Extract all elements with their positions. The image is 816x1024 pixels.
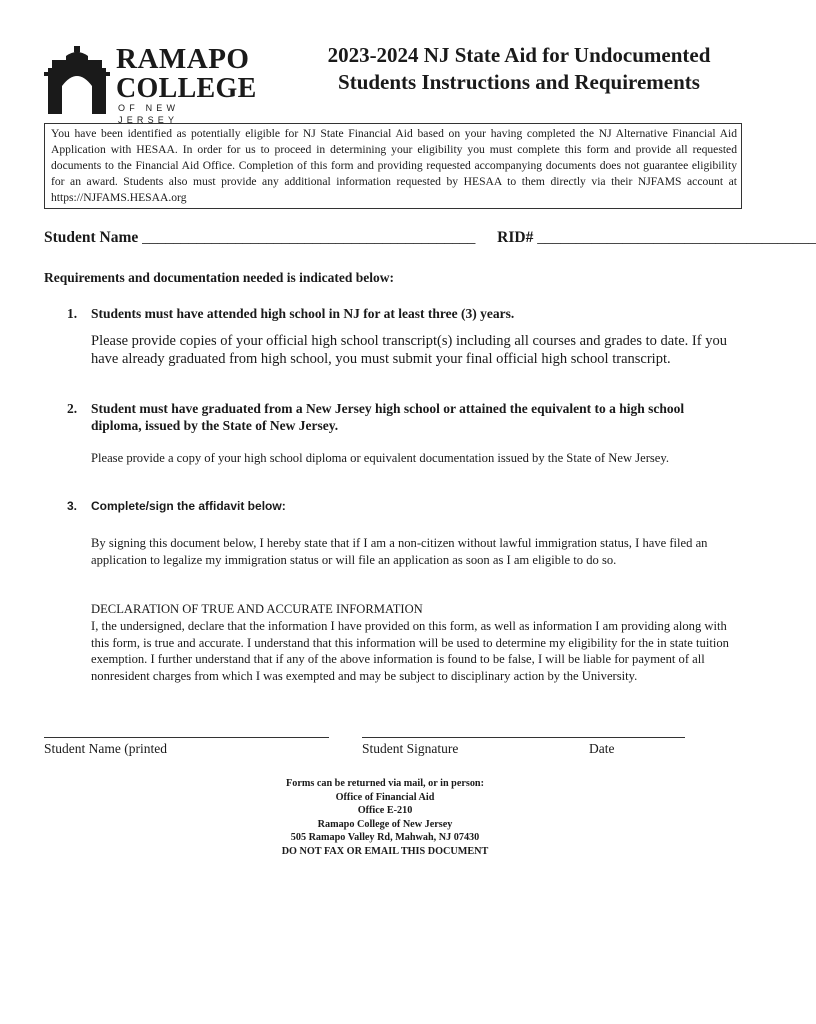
footer-line-6: DO NOT FAX OR EMAIL THIS DOCUMENT xyxy=(281,845,489,857)
signature-line[interactable] xyxy=(362,737,685,738)
footer-line-4: Ramapo College of New Jersey xyxy=(317,818,453,830)
return-instructions xyxy=(0,777,770,858)
date-label: Date xyxy=(589,741,615,756)
signature-label: Student Signature xyxy=(362,741,459,756)
printed-name-line[interactable] xyxy=(44,737,329,738)
item-3-heading: Complete/sign the affidavit below: xyxy=(91,499,286,513)
item-1-body: Please provide copies of your official high school transcript(s) including all courses and grades to date. If you have already graduated from high school, you must submit your final official high school transcript. xyxy=(91,333,727,367)
student-id-row xyxy=(44,229,816,247)
title-line-2: Students Instructions and Requirements xyxy=(338,70,700,94)
declaration-title: DECLARATION OF TRUE AND ACCURATE INFORMATION xyxy=(91,602,423,616)
logo-ramapo: RAMAPO xyxy=(116,43,250,75)
rid-label: RID# xyxy=(497,229,534,246)
eligibility-notice: You have been identified as potentially eligible for NJ State Financial Aid based on your having completed the NJ Alternative Financial Aid Application with HESAA. In order for us to proceed in determining your eligibility you must complete this form and provide all requested documents to the Financial Aid Office. Completion of this form and providing requested accompanying documents does not guarantee eligibility for an award. Students also must provide any additional information requested by HESAA to them directly via their NJFAMS account at https://NJFAMS.HESAA.org xyxy=(44,123,742,209)
logo-of-new-jersey: OF NEW JERSEY xyxy=(118,103,180,125)
item-2-heading: Student must have graduated from a New Jersey high school or attained the equivalent to a high school diploma, issued by the State of New Jersey. xyxy=(91,401,685,433)
footer-line-2: Office of Financial Aid xyxy=(335,791,435,803)
page-title xyxy=(296,42,742,96)
student-name-field[interactable]: ___________________________________________ xyxy=(142,229,476,246)
student-name-label: Student Name xyxy=(44,229,139,246)
printed-name-label: Student Name (printed xyxy=(44,741,167,756)
footer-line-3: Office E-210 xyxy=(357,805,413,816)
logo-college: COLLEGE xyxy=(116,73,257,104)
declaration-text: I, the undersigned, declare that the information I have provided on this form, as well as information I am providing along with this form, is true and accurate. I understand that this information will be used to determine my eligibility for the in state tuition exemption. I further understand that if any of the above information is found to be false, I will be liable for payment of all nonresident charges from which I was exempted and may be subject to disciplinary action by the University. xyxy=(91,619,729,683)
affidavit-text: By signing this document below, I hereby state that if I am a non-citizen without lawful immigration status, I have filed an application to legalize my immigration status or will file an application as soon as I am eligible to do so. xyxy=(91,536,708,567)
footer-line-5: 505 Ramapo Valley Rd, Mahwah, NJ 07430 xyxy=(290,832,480,843)
footer-line-1: Forms can be returned via mail, or in person: xyxy=(286,778,484,789)
item-2-body: Please provide a copy of your high school diploma or equivalent documentation issued by the State of New Jersey. xyxy=(91,451,670,465)
item-2-number: 2. xyxy=(67,401,78,416)
college-logo xyxy=(44,43,257,125)
arch-gate-icon xyxy=(44,46,110,114)
title-line-1: 2023-2024 NJ State Aid for Undocumented xyxy=(327,43,711,67)
item-1-heading: Students must have attended high school in NJ for at least three (3) years. xyxy=(91,306,515,321)
requirements-heading: Requirements and documentation needed is indicated below: xyxy=(44,270,395,285)
rid-field[interactable]: ____________________________________ xyxy=(537,229,816,246)
item-3-number: 3. xyxy=(67,499,78,513)
item-1-number: 1. xyxy=(67,306,78,321)
